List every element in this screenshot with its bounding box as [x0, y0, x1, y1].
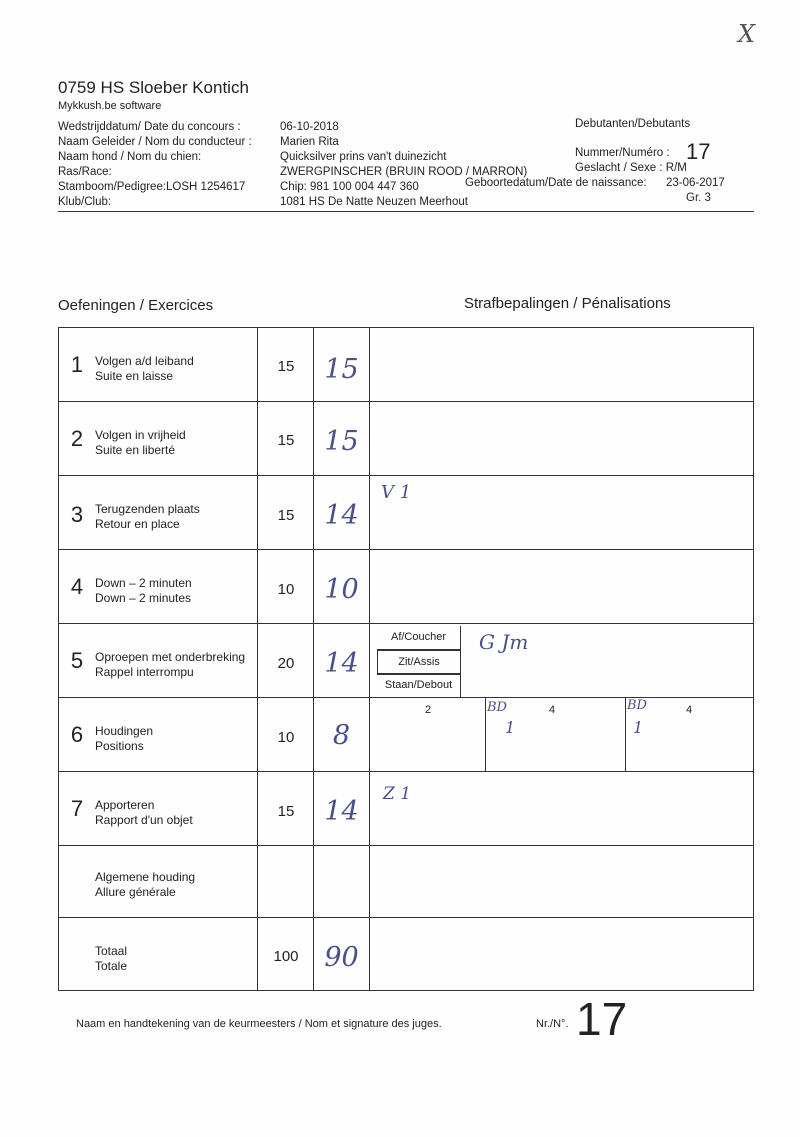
table-row-total — [59, 918, 753, 990]
penalty-note: V 1 — [381, 482, 412, 503]
max-points: 20 — [277, 655, 295, 672]
exercise-name-nl: Houdingen — [95, 724, 154, 738]
handler-label: Naam Geleider / Nom du conducteur : — [58, 136, 252, 148]
exercises-heading: Oefeningen / Exercices — [58, 297, 214, 314]
total-label — [95, 944, 127, 974]
nr-label: Nr./N°. — [536, 1018, 569, 1030]
header-divider — [58, 211, 754, 212]
table-row — [59, 328, 753, 402]
club-value: 1081 HS De Natte Neuzen Meerhout — [280, 196, 468, 208]
exercise-number: 5 — [70, 648, 84, 673]
total-label-fr: Totale — [95, 959, 128, 973]
max-points: 15 — [277, 803, 295, 820]
table-row — [59, 476, 753, 550]
exercise-name — [95, 354, 194, 384]
exercise-name-fr: Retour en place — [95, 517, 180, 531]
exercise-name — [95, 428, 186, 458]
sex-label: Geslacht / Sexe : R/M — [575, 162, 687, 174]
header-values — [280, 120, 527, 210]
exercise-number: 2 — [70, 426, 84, 451]
positions-mark: BD — [487, 700, 507, 715]
exercise-name-nl: Terugzenden plaats — [95, 502, 200, 516]
table-row — [59, 772, 753, 846]
dog-value: Quicksilver prins van't duinezicht — [280, 151, 447, 163]
positions-count: 4 — [549, 704, 556, 716]
position-down: Af/Coucher — [377, 626, 461, 650]
total-score: 90 — [324, 942, 359, 973]
exercise-name-fr: Allure générale — [95, 885, 176, 899]
max-points: 10 — [277, 729, 295, 746]
table-row — [59, 846, 753, 918]
birth-date: 23-06-2017 — [666, 177, 725, 189]
exercise-name-fr: Rapport d'un objet — [95, 813, 193, 827]
positions-tally: 1 — [505, 718, 516, 737]
penalties-heading: Strafbepalingen / Pénalisations — [464, 295, 671, 312]
table-row — [59, 624, 753, 698]
corner-mark: X — [738, 20, 756, 48]
pedigree-label: Stamboom/Pedigree:LOSH 1254617 — [58, 181, 246, 193]
penalty-note: G Jm — [479, 630, 529, 654]
date-label: Wedstrijddatum/ Date du concours : — [58, 121, 241, 133]
positions-col-divider — [625, 698, 626, 771]
breed-label: Ras/Race: — [58, 166, 112, 178]
date-value: 06-10-2018 — [280, 121, 339, 133]
awarded-score: 15 — [324, 426, 359, 457]
exercise-name — [95, 724, 153, 754]
exercise-number: 7 — [70, 796, 84, 821]
max-total: 100 — [273, 948, 299, 965]
exercise-name — [95, 502, 200, 532]
max-points: 10 — [277, 581, 295, 598]
total-label-nl: Totaal — [95, 944, 128, 958]
awarded-score: 14 — [324, 648, 359, 679]
awarded-score: 14 — [324, 796, 359, 827]
score-table — [58, 327, 754, 991]
positions-mark: BD — [627, 698, 647, 713]
position-stand: Staan/Debout — [377, 674, 461, 697]
exercise-name — [95, 870, 195, 900]
table-row — [59, 402, 753, 476]
header-labels — [58, 120, 252, 210]
positions-tally: 1 — [633, 718, 644, 737]
exercise-name-nl: Oproepen met onderbreking — [95, 650, 246, 664]
group-label: Gr. 3 — [686, 192, 711, 204]
page-title: 0759 HS Sloeber Kontich — [58, 78, 249, 97]
awarded-score: 15 — [324, 354, 359, 385]
exercise-name-fr: Suite en liberté — [95, 443, 176, 457]
exercise-name-nl: Apporteren — [95, 798, 155, 812]
max-points: 15 — [277, 507, 295, 524]
birth-label: Geboortedatum/Date de naissance: — [465, 177, 647, 189]
exercise-name-nl: Down – 2 minuten — [95, 576, 192, 590]
max-points: 15 — [277, 432, 295, 449]
awarded-score: 14 — [324, 500, 359, 531]
penalty-note: Z 1 — [383, 784, 412, 804]
positions-col-divider — [485, 698, 486, 771]
max-points: 15 — [277, 358, 295, 375]
software-label: Mykkush.be software — [58, 100, 162, 112]
breed-value: ZWERGPINSCHER (BRUIN ROOD / MARRON) — [280, 166, 528, 178]
exercise-name-nl: Volgen in vrijheid — [95, 428, 186, 442]
exercise-name-nl: Algemene houding — [95, 870, 196, 884]
exercise-name — [95, 576, 192, 606]
exercise-name-nl: Volgen a/d leiband — [95, 354, 194, 368]
exercise-name — [95, 798, 193, 828]
positions-count: 2 — [425, 704, 432, 716]
exercise-number: 6 — [70, 722, 84, 747]
exercise-name-fr: Rappel interrompu — [95, 665, 194, 679]
table-row — [59, 550, 753, 624]
exercise-number: 4 — [70, 574, 84, 599]
awarded-score: 10 — [324, 574, 359, 605]
handler-value: Marien Rita — [280, 136, 339, 148]
judges-label: Naam en handtekening van de keurmeesters / Nom et signature des juges. — [76, 1018, 442, 1030]
exercise-number: 1 — [70, 352, 84, 377]
exercise-name-fr: Suite en laisse — [95, 369, 174, 383]
exercise-name-fr: Down – 2 minutes — [95, 591, 192, 605]
exercise-name-fr: Positions — [95, 739, 144, 753]
chip-value: Chip: 981 100 004 447 360 — [280, 181, 419, 193]
club-label: Klub/Club: — [58, 196, 112, 208]
exercise-name — [95, 650, 245, 680]
dog-label: Naam hond / Nom du chien: — [58, 151, 202, 163]
position-sit: Zit/Assis — [377, 650, 461, 674]
competitor-number: 17 — [686, 139, 711, 164]
awarded-score: 8 — [332, 720, 351, 751]
exercise-number: 3 — [70, 502, 84, 527]
footer-number: 17 — [576, 993, 628, 1045]
number-label: Nummer/Numéro : — [575, 147, 670, 159]
table-row — [59, 698, 753, 772]
positions-count: 4 — [686, 704, 693, 716]
class-label: Debutanten/Debutants — [575, 118, 691, 130]
